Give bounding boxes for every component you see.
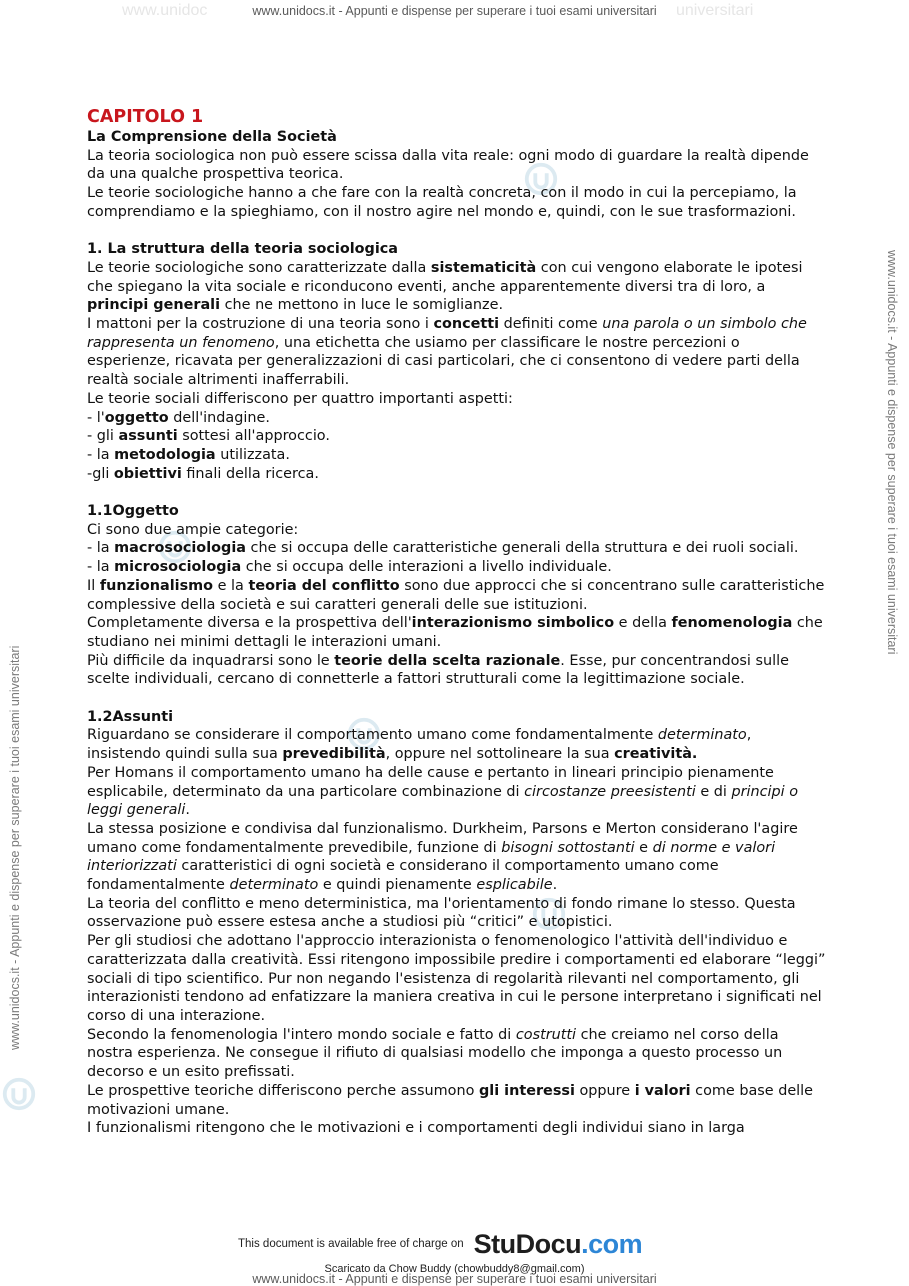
paragraph: La teoria sociologica non può essere scissa dalla vita reale: ogni modo di guardare la realtà dipende da una qualche prospettiva teorica. <box>87 147 809 183</box>
watermark-top: www.unidocs.it - Appunti e dispense per superare i tuoi esami universitari <box>252 4 657 18</box>
paragraph: La teoria del conflitto e meno deterministica, ma l'orientamento di fondo rimane lo stesso. Questa osservazione può essere estesa anche a studiosi più “critici” e utopistici. <box>87 895 796 931</box>
ghost-watermark-left: www.unidoc <box>122 2 208 19</box>
paragraph: Completamente diversa e la prospettiva dell'interazionismo simbolico e della fenomenologia che studiano nei minimi dettagli le interazioni umani. <box>87 615 823 650</box>
list-item: - gli assunti sottesi all'approccio. <box>87 428 330 445</box>
brand-domain: .com <box>581 1228 643 1259</box>
watermark-bottom: www.unidocs.it - Appunti e dispense per superare i tuoi esami universitari <box>252 1272 657 1286</box>
paragraph: La stessa posizione e condivisa dal funzionalismo. Durkheim, Parsons e Merton considerano l'agire umano come fondamentalmente prevedibile, funzione di bisogni sottostanti e di norme e valori interiorizzati caratteristici di ogni società e considerano il comportamento umano come fondamentalmente determinato e quindi pienamente esplicabile. <box>87 820 798 894</box>
paragraph: I mattoni per la costruzione di una teoria sono i concetti definiti come una parola o un simbolo che rappresenta un fenomeno, una etichetta che usiamo per classificare le nostre percezioni o esperienze, ricavata per generalizzazioni di casi particolari, che ci consentono di vedere parti della realtà sociale altrimenti inafferrabili. <box>87 316 807 389</box>
chapter-title: CAPITOLO 1 <box>87 107 204 127</box>
studocu-logo-link[interactable] <box>474 1229 643 1260</box>
document-body <box>87 106 827 1138</box>
paragraph: Più difficile da inquadrarsi sono le teorie della scelta razionale. Esse, pur concentrandosi sulle scelte individuali, cercano di connetterle a fattori strutturali come la legittimazione sociale. <box>87 652 789 688</box>
paragraph: Le teorie sociologiche hanno a che fare con la realtà concreta, con il modo in cui la percepiamo, la comprendiamo e la spieghiamo, con il nostro agire nel mondo e, quindi, con le sue trasformazioni. <box>87 185 797 220</box>
section-title-1: 1. La struttura della teoria sociologica <box>87 241 399 258</box>
paragraph: I funzionalismi ritengono che le motivazioni e i comportamenti degli individui siano in larga <box>87 1120 745 1137</box>
paragraph: Le teorie sociologiche sono caratterizzate dalla sistematicità con cui vengono elaborate le ipotesi che spiegano la vita sociale e riconducono eventi, anche apparentemente diversi tra di loro, a principi generali che ne mettono in luce le somiglianze. <box>87 259 803 314</box>
paragraph: Per gli studiosi che adottano l'approccio interazionista o fenomenologico l'attività dell'individuo e caratterizzata dalla creatività. Essi ritengono impossibile predire i comportamenti ed elaborare “leggi” sociali di tipo scientifico. Pur non negando l'esistenza di regolarità rilevanti nel comportamento, gli interazionisti tendono ad enfatizzare la maniera creativa in cui le persone interpretano i significati nel corso di una interazione. <box>87 933 826 1024</box>
section-title-intro: La Comprensione della Società <box>87 129 337 145</box>
list-item: - l'oggetto dell'indagine. <box>87 409 270 426</box>
section-title-1-2: 1.2Assunti <box>87 708 174 725</box>
paragraph: Le prospettive teoriche differiscono perche assumono gli interessi oppure i valori come base delle motivazioni umane. <box>87 1082 814 1118</box>
watermark-side-right: www.unidocs.it - Appunti e dispense per superare i tuoi esami universitari <box>885 250 899 655</box>
section-title-1-1: 1.1Oggetto <box>87 503 179 520</box>
studocu-footer <box>238 1228 642 1260</box>
paragraph: Ci sono due ampie categorie: <box>87 521 299 538</box>
downloaded-by-text: Scaricato da Chow Buddy (chowbuddy8@gmail.com) <box>324 1263 585 1275</box>
unidocs-logo-watermark <box>0 1075 38 1113</box>
ghost-watermark-right: universitari <box>676 2 754 19</box>
list-item: - la microsociologia che si occupa delle interazioni a livello individuale. <box>87 559 612 576</box>
list-item: -gli obiettivi finali della ricerca. <box>87 465 319 482</box>
list-item: - la metodologia utilizzata. <box>87 446 290 463</box>
paragraph: Le teorie sociali differiscono per quattro importanti aspetti: <box>87 390 513 407</box>
brand-name: StuDocu <box>473 1228 582 1259</box>
paragraph: Per Homans il comportamento umano ha delle cause e pertanto in lineari principio pienamente esplicabile, determinato da una particolare combinazione di circostanze preesistenti e di principi o leggi generali. <box>87 764 799 819</box>
list-item: - la macrosociologia che si occupa delle caratteristiche generali della struttura e dei ruoli sociali. <box>87 540 799 557</box>
watermark-side-left: www.unidocs.it - Appunti e dispense per superare i tuoi esami universitari <box>8 645 22 1050</box>
available-text: This document is available free of charge on <box>238 1238 464 1250</box>
paragraph: Secondo la fenomenologia l'intero mondo sociale e fatto di costrutti che creiamo nel corso della nostra esperienza. Ne consegue il rifiuto di qualsiasi modello che imponga a questo processo un decorso e un esito prefissati. <box>87 1026 783 1081</box>
paragraph: Il funzionalismo e la teoria del conflitto sono due approcci che si concentrano sulle caratteristiche complessive della società e sui caratteri generali delle sue istituzioni. <box>87 577 825 613</box>
paragraph: Riguardano se considerare il comportamento umano come fondamentalmente determinato, insistendo quindi sulla sua prevedibilità, oppure nel sottolineare la sua creatività. <box>87 727 752 763</box>
